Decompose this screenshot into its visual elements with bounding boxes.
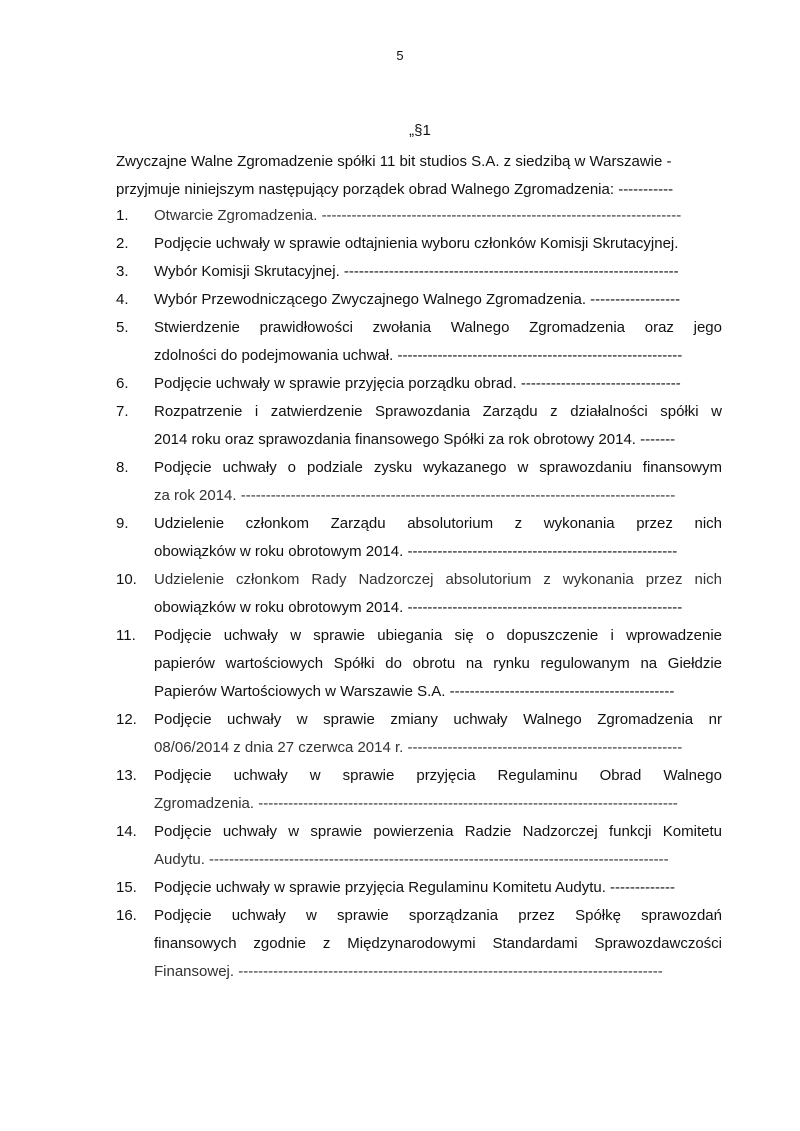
agenda-item-5 bbox=[116, 314, 722, 370]
item-line: Papierów Wartościowych w Warszawie S.A. --------------------------------------------- bbox=[154, 683, 675, 700]
item-number: 8. bbox=[116, 459, 129, 476]
agenda-item-2 bbox=[116, 230, 722, 258]
agenda-item-3 bbox=[116, 258, 722, 286]
item-number: 9. bbox=[116, 515, 129, 532]
item-number: 7. bbox=[116, 403, 129, 420]
agenda-item-1 bbox=[116, 202, 722, 230]
item-line: Wybór Komisji Skrutacyjnej. ------------------------------------------------------------------- bbox=[154, 263, 679, 280]
agenda-item-6 bbox=[116, 370, 722, 398]
page-number: 5 bbox=[396, 48, 404, 63]
item-line: Stwierdzenie prawidłowości zwołania Walnego Zgromadzenia oraz jego bbox=[154, 319, 722, 336]
agenda-item-7 bbox=[116, 398, 722, 454]
item-number: 13. bbox=[116, 767, 137, 784]
agenda-item-15 bbox=[116, 874, 722, 902]
agenda-item-8 bbox=[116, 454, 722, 510]
item-number: 6. bbox=[116, 375, 129, 392]
intro-line: przyjmuje niniejszym następujący porządek obrad Walnego Zgromadzenia: ----------- bbox=[116, 181, 674, 198]
item-line: Zgromadzenia. ------------------------------------------------------------------------------------ bbox=[154, 795, 678, 812]
item-line: Podjęcie uchwały w sprawie sporządzania przez Spółkę sprawozdań bbox=[154, 907, 722, 924]
item-line: 08/06/2014 z dnia 27 czerwca 2014 r. ------------------------------------------------------- bbox=[154, 739, 683, 756]
agenda-item-14 bbox=[116, 818, 722, 874]
item-line: zdolności do podejmowania uchwał. --------------------------------------------------------- bbox=[154, 347, 683, 364]
item-line: Podjęcie uchwały o podziale zysku wykazanego w sprawozdaniu finansowym bbox=[154, 459, 722, 476]
item-line: finansowych zgodnie z Międzynarodowymi Standardami Sprawozdawczości bbox=[154, 935, 722, 952]
item-line: Podjęcie uchwały w sprawie powierzenia Radzie Nadzorczej funkcji Komitetu bbox=[154, 823, 722, 840]
item-number: 15. bbox=[116, 879, 137, 896]
item-number: 1. bbox=[116, 207, 129, 224]
agenda-item-13 bbox=[116, 762, 722, 818]
item-line: obowiązków w roku obrotowym 2014. ------------------------------------------------------ bbox=[154, 543, 678, 560]
item-line: za rok 2014. --------------------------------------------------------------------------------------- bbox=[154, 487, 676, 504]
item-line: Podjęcie uchwały w sprawie przyjęcia Regulaminu Komitetu Audytu. ------------- bbox=[154, 879, 675, 896]
section-heading: „§1 bbox=[409, 122, 431, 139]
item-number: 12. bbox=[116, 711, 137, 728]
item-number: 5. bbox=[116, 319, 129, 336]
agenda-item-11 bbox=[116, 622, 722, 706]
item-line: Rozpatrzenie i zatwierdzenie Sprawozdania Zarządu z działalności spółki w bbox=[154, 403, 722, 420]
item-line: Podjęcie uchwały w sprawie odtajnienia wyboru członków Komisji Skrutacyjnej. bbox=[154, 235, 679, 252]
item-number: 4. bbox=[116, 291, 129, 308]
item-number: 14. bbox=[116, 823, 137, 840]
agenda-item-4 bbox=[116, 286, 722, 314]
agenda-list bbox=[116, 202, 722, 986]
item-number: 11. bbox=[116, 627, 136, 644]
agenda-item-10 bbox=[116, 566, 722, 622]
item-line: papierów wartościowych Spółki do obrotu na rynku regulowanym na Giełdzie bbox=[154, 655, 722, 672]
agenda-item-16 bbox=[116, 902, 722, 986]
item-line: Podjęcie uchwały w sprawie zmiany uchwały Walnego Zgromadzenia nr bbox=[154, 711, 722, 728]
item-number: 16. bbox=[116, 907, 137, 924]
item-line: Udzielenie członkom Zarządu absolutorium z wykonania przez nich bbox=[154, 515, 722, 532]
item-number: 2. bbox=[116, 235, 129, 252]
item-line: Wybór Przewodniczącego Zwyczajnego Walnego Zgromadzenia. ------------------ bbox=[154, 291, 681, 308]
item-number: 3. bbox=[116, 263, 129, 280]
item-line: Finansowej. ------------------------------------------------------------------------------------- bbox=[154, 963, 663, 980]
intro-line: Zwyczajne Walne Zgromadzenie spółki 11 bit studios S.A. z siedzibą w Warszawie - bbox=[116, 153, 672, 170]
item-number: 10. bbox=[116, 571, 137, 588]
item-line: Podjęcie uchwały w sprawie przyjęcia Regulaminu Obrad Walnego bbox=[154, 767, 722, 784]
intro-paragraph bbox=[116, 148, 722, 204]
item-line: Otwarcie Zgromadzenia. ------------------------------------------------------------------------ bbox=[154, 207, 682, 224]
item-line: Udzielenie członkom Rady Nadzorczej absolutorium z wykonania przez nich bbox=[154, 571, 722, 588]
item-line: Audytu. -------------------------------------------------------------------------------------------- bbox=[154, 851, 669, 868]
item-line: obowiązków w roku obrotowym 2014. ------------------------------------------------------- bbox=[154, 599, 683, 616]
item-line: 2014 roku oraz sprawozdania finansowego Spółki za rok obrotowy 2014. ------- bbox=[154, 431, 676, 448]
agenda-item-12 bbox=[116, 706, 722, 762]
item-line: Podjęcie uchwały w sprawie ubiegania się o dopuszczenie i wprowadzenie bbox=[154, 627, 722, 644]
agenda-item-9 bbox=[116, 510, 722, 566]
item-line: Podjęcie uchwały w sprawie przyjęcia porządku obrad. -------------------------------- bbox=[154, 375, 681, 392]
